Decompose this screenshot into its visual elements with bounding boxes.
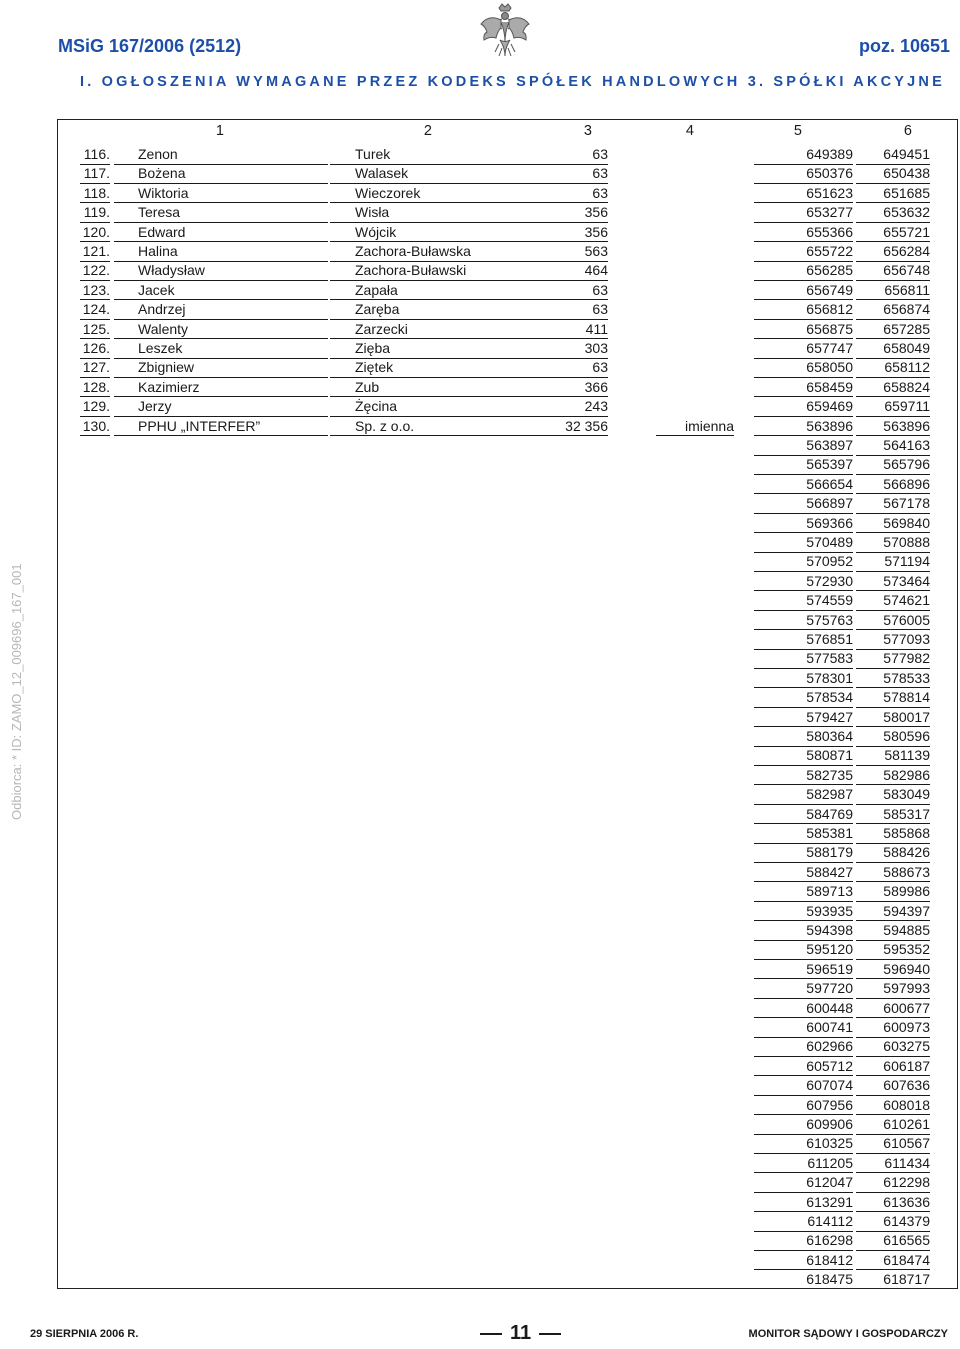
table-cell-range-to: 577093 — [856, 630, 930, 650]
table-cell-range-to: 655721 — [856, 223, 930, 243]
table-cell-first-name: Walenty — [114, 320, 328, 340]
table-cell-share-type — [656, 300, 734, 320]
table-cell-range-to: 574621 — [856, 591, 930, 611]
table-cell-surname: Zub — [330, 378, 538, 398]
table-cell-row-number: 121. — [80, 242, 110, 262]
column-header-5: 5 — [793, 123, 802, 139]
table-cell-range-to: 600677 — [856, 999, 930, 1019]
table-cell-share-type — [656, 164, 734, 184]
table-cell-first-name: Władysław — [114, 261, 328, 281]
table-cell-share-count: 63 — [538, 164, 608, 184]
table-cell-range-to: 595352 — [856, 940, 930, 960]
table-cell-range-to: 597993 — [856, 979, 930, 999]
table-cell-range-from: 569366 — [754, 514, 853, 534]
table-cell-surname: Zapała — [330, 281, 538, 301]
table-cell-range-to: 608018 — [856, 1096, 930, 1116]
table-cell-share-count: 366 — [538, 378, 608, 398]
table-cell-range-to: 576005 — [856, 611, 930, 631]
table-cell-range-from: 655366 — [754, 223, 853, 243]
table-cell-range-to: 588673 — [856, 863, 930, 883]
table-cell-range-from: 614112 — [754, 1212, 853, 1232]
table-cell-range-from: 565397 — [754, 455, 853, 475]
table-cell-share-count: 63 — [538, 184, 608, 204]
header-left: MSiG 167/2006 (2512) — [58, 36, 242, 56]
table-cell-range-from: 613291 — [754, 1193, 853, 1213]
table-cell-range-from: 616298 — [754, 1231, 853, 1251]
table-cell-range-from: 572930 — [754, 572, 853, 592]
table-cell-range-to: 659711 — [856, 397, 930, 417]
table-cell-share-type — [656, 203, 734, 223]
table-cell-range-to: 649451 — [856, 145, 930, 165]
table-cell-range-from: 656875 — [754, 320, 853, 340]
table-cell-first-name: Halina — [114, 242, 328, 262]
table-cell-range-to: 564163 — [856, 436, 930, 456]
table-cell-range-from: 566897 — [754, 494, 853, 514]
footer-page-number — [472, 1322, 569, 1345]
table-cell-first-name: Jacek — [114, 281, 328, 301]
table-cell-range-from: 600448 — [754, 999, 853, 1019]
table-cell-first-name: Wiktoria — [114, 184, 328, 204]
table-cell-share-count: 303 — [538, 339, 608, 359]
table-cell-range-to: 657285 — [856, 320, 930, 340]
table-cell-surname: Wieczorek — [330, 184, 538, 204]
table-cell-range-from: 656812 — [754, 300, 853, 320]
table-cell-share-type — [656, 358, 734, 378]
table-cell-share-type — [656, 378, 734, 398]
table-cell-share-count: 63 — [538, 358, 608, 378]
table-cell-range-to: 563896 — [856, 417, 930, 437]
table-cell-range-from: 618412 — [754, 1251, 853, 1271]
table-cell-range-from: 609906 — [754, 1115, 853, 1135]
table-cell-range-to: 582986 — [856, 766, 930, 786]
table-cell-row-number: 116. — [80, 145, 110, 165]
column-header-2: 2 — [423, 123, 432, 139]
table-cell-range-to: 611434 — [856, 1154, 930, 1174]
table-cell-range-to: 594397 — [856, 902, 930, 922]
table-cell-range-from: 575763 — [754, 611, 853, 631]
table-cell-range-to: 588426 — [856, 843, 930, 863]
table-cell-row-number: 120. — [80, 223, 110, 243]
dash-left — [480, 1333, 502, 1335]
table-cell-range-from: 588427 — [754, 863, 853, 883]
table-cell-range-to: 658824 — [856, 378, 930, 398]
table-cell-range-to: 578533 — [856, 669, 930, 689]
table-cell-range-to: 570888 — [856, 533, 930, 553]
table-cell-first-name: Andrzej — [114, 300, 328, 320]
table-cell-surname: Zięba — [330, 339, 538, 359]
table-cell-range-to: 656811 — [856, 281, 930, 301]
table-cell-range-to: 651685 — [856, 184, 930, 204]
table-cell-surname: Zachora-Buławska — [330, 242, 538, 262]
table-cell-surname: Zaręba — [330, 300, 538, 320]
table-cell-range-from: 651623 — [754, 184, 853, 204]
table-cell-range-from: 595120 — [754, 940, 853, 960]
table-cell-range-from: 577583 — [754, 649, 853, 669]
table-cell-row-number: 117. — [80, 164, 110, 184]
table-cell-range-to: 658112 — [856, 358, 930, 378]
table-cell-surname: Zachora-Buławski — [330, 261, 538, 281]
table-cell-range-from: 653277 — [754, 203, 853, 223]
table-cell-range-from: 658050 — [754, 358, 853, 378]
table-cell-surname: Turek — [330, 145, 538, 165]
table-cell-range-to: 656748 — [856, 261, 930, 281]
table-cell-range-from: 585381 — [754, 824, 853, 844]
table-cell-row-number: 129. — [80, 397, 110, 417]
table-cell-surname: Wójcik — [330, 223, 538, 243]
table-cell-share-count: 356 — [538, 203, 608, 223]
table-cell-share-count: 32 356 — [538, 417, 608, 437]
table-cell-surname: Zarzecki — [330, 320, 538, 340]
table-cell-range-to: 569840 — [856, 514, 930, 534]
table-cell-first-name: Teresa — [114, 203, 328, 223]
table-cell-range-from: 600741 — [754, 1018, 853, 1038]
table-cell-range-from: 579427 — [754, 708, 853, 728]
table-cell-share-count: 563 — [538, 242, 608, 262]
table-cell-surname: Ziętek — [330, 358, 538, 378]
table-cell-range-from: 657747 — [754, 339, 853, 359]
table-cell-row-number: 128. — [80, 378, 110, 398]
table-cell-range-to: 656284 — [856, 242, 930, 262]
table-cell-range-from: 612047 — [754, 1173, 853, 1193]
table-cell-range-to: 567178 — [856, 494, 930, 514]
table-cell-range-from: 658459 — [754, 378, 853, 398]
table-cell-range-to: 616565 — [856, 1231, 930, 1251]
table-cell-range-to: 580017 — [856, 708, 930, 728]
footer-date: 29 SIERPNIA 2006 R. — [30, 1328, 139, 1340]
table-cell-range-from: 563896 — [754, 417, 853, 437]
table-cell-range-from: 588179 — [754, 843, 853, 863]
table-cell-share-count: 411 — [538, 320, 608, 340]
table-cell-share-type — [656, 184, 734, 204]
table-cell-share-type — [656, 145, 734, 165]
table-cell-share-type — [656, 261, 734, 281]
column-header-4: 4 — [685, 123, 694, 139]
table-cell-range-to: 577982 — [856, 649, 930, 669]
column-header-3: 3 — [583, 123, 592, 139]
table-cell-row-number: 122. — [80, 261, 110, 281]
table-cell-range-from: 618475 — [806, 1271, 853, 1288]
side-watermark: Odbiorca: * ID: ZAMO_12_009696_167_001 — [9, 563, 24, 820]
polish-eagle-emblem-icon — [479, 2, 531, 60]
table-cell-range-to: 578814 — [856, 688, 930, 708]
table-cell-range-to: 596940 — [856, 960, 930, 980]
dash-right — [539, 1333, 561, 1335]
table-cell-share-count: 464 — [538, 261, 608, 281]
table-cell-range-to: 613636 — [856, 1193, 930, 1213]
table-cell-range-from: 656749 — [754, 281, 853, 301]
table-cell-range-to: 585868 — [856, 824, 930, 844]
table-cell-range-from: 605712 — [754, 1057, 853, 1077]
table-cell-first-name: Zbigniew — [114, 358, 328, 378]
table-cell-range-from: 611205 — [754, 1154, 853, 1174]
table-cell-first-name: Leszek — [114, 339, 328, 359]
table-cell-range-to: 612298 — [856, 1173, 930, 1193]
table-cell-range-from: 578534 — [754, 688, 853, 708]
table-cell-range-to: 610261 — [856, 1115, 930, 1135]
table-cell-range-from: 570952 — [754, 552, 853, 572]
table-cell-range-to: 583049 — [856, 785, 930, 805]
table-cell-range-from: 589713 — [754, 882, 853, 902]
table-cell-share-count: 243 — [538, 397, 608, 417]
table-cell-first-name: Edward — [114, 223, 328, 243]
table-cell-range-from: 582987 — [754, 785, 853, 805]
table-cell-range-to: 581139 — [856, 746, 930, 766]
table-cell-range-to: 565796 — [856, 455, 930, 475]
table-cell-range-to: 656874 — [856, 300, 930, 320]
table-cell-range-to: 566896 — [856, 475, 930, 495]
table-cell-first-name: Bożena — [114, 164, 328, 184]
table-cell-range-from: 650376 — [754, 164, 853, 184]
page-number: 11 — [510, 1322, 532, 1344]
table-cell-range-from: 596519 — [754, 960, 853, 980]
table-cell-share-type — [656, 397, 734, 417]
table-cell-share-count: 63 — [538, 281, 608, 301]
table-cell-row-number: 119. — [80, 203, 110, 223]
table-cell-range-from: 602966 — [754, 1037, 853, 1057]
table-cell-share-count: 63 — [538, 300, 608, 320]
table-cell-range-to: 573464 — [856, 572, 930, 592]
table-cell-range-from: 570489 — [754, 533, 853, 553]
table-cell-range-to: 594885 — [856, 921, 930, 941]
table-cell-range-from: 580364 — [754, 727, 853, 747]
table-cell-row-number: 125. — [80, 320, 110, 340]
table-cell-share-type — [656, 242, 734, 262]
table-cell-share-type — [656, 320, 734, 340]
table-cell-range-to: 606187 — [856, 1057, 930, 1077]
table-cell-range-to: 600973 — [856, 1018, 930, 1038]
table-cell-first-name: Zenon — [114, 145, 328, 165]
table-cell-row-number: 127. — [80, 358, 110, 378]
header-right: poz. 10651 — [858, 36, 950, 56]
section-title: I. OGŁOSZENIA WYMAGANE PRZEZ KODEKS SPÓŁEK HANDLOWYCH 3. SPÓŁKI AKCYJNE — [80, 74, 945, 90]
column-header-6: 6 — [903, 123, 912, 139]
table-cell-surname: Żęcina — [330, 397, 538, 417]
table-cell-range-to: 653632 — [856, 203, 930, 223]
table-cell-range-from: 584769 — [754, 805, 853, 825]
table-cell-share-type — [656, 281, 734, 301]
table-cell-range-to: 589986 — [856, 882, 930, 902]
table-cell-range-from: 593935 — [754, 902, 853, 922]
table-cell-range-from: 582735 — [754, 766, 853, 786]
table-cell-range-from: 580871 — [754, 746, 853, 766]
table-cell-range-from: 578301 — [754, 669, 853, 689]
column-header-1: 1 — [215, 123, 224, 139]
table-cell-range-from: 649389 — [754, 145, 853, 165]
table-cell-share-count: 63 — [538, 145, 608, 165]
table-cell-range-to: 571194 — [856, 552, 930, 572]
table-cell-row-number: 126. — [80, 339, 110, 359]
table-cell-share-type — [656, 339, 734, 359]
table-cell-range-to: 658049 — [856, 339, 930, 359]
table-cell-row-number: 130. — [80, 417, 110, 437]
table-cell-range-from: 656285 — [754, 261, 853, 281]
table-cell-range-from: 576851 — [754, 630, 853, 650]
table-cell-range-from: 594398 — [754, 921, 853, 941]
table-cell-range-from: 597720 — [754, 979, 853, 999]
table-cell-share-type — [656, 223, 734, 243]
table-cell-range-to: 607636 — [856, 1076, 930, 1096]
table-cell-first-name: Kazimierz — [114, 378, 328, 398]
table-cell-range-from: 607956 — [754, 1096, 853, 1116]
table-cell-row-number: 124. — [80, 300, 110, 320]
table-cell-range-to: 610567 — [856, 1134, 930, 1154]
table-cell-surname: Sp. z o.o. — [330, 417, 538, 437]
table-cell-row-number: 118. — [80, 184, 110, 204]
table-cell-share-count: 356 — [538, 223, 608, 243]
table-cell-range-from: 659469 — [754, 397, 853, 417]
table-cell-range-from: 563897 — [754, 436, 853, 456]
table-cell-surname: Walasek — [330, 164, 538, 184]
table-cell-range-to: 618474 — [856, 1251, 930, 1271]
table-cell-range-to: 618717 — [883, 1271, 930, 1288]
table-cell-row-number: 123. — [80, 281, 110, 301]
table-cell-first-name: Jerzy — [114, 397, 328, 417]
table-cell-range-from: 574559 — [754, 591, 853, 611]
table-cell-range-to: 603275 — [856, 1037, 930, 1057]
table-cell-range-to: 585317 — [856, 805, 930, 825]
table-cell-range-from: 655722 — [754, 242, 853, 262]
footer-publication: MONITOR SĄDOWY I GOSPODARCZY — [748, 1328, 948, 1340]
table-cell-share-type: imienna — [656, 417, 734, 437]
table-cell-first-name: PPHU „INTERFER” — [114, 417, 328, 437]
table-cell-surname: Wisła — [330, 203, 538, 223]
table-cell-range-from: 607074 — [754, 1076, 853, 1096]
table-cell-range-from: 566654 — [754, 475, 853, 495]
table-cell-range-from: 610325 — [754, 1134, 853, 1154]
table-cell-range-to: 614379 — [856, 1212, 930, 1232]
table-cell-range-to: 580596 — [856, 727, 930, 747]
table-cell-range-to: 650438 — [856, 164, 930, 184]
